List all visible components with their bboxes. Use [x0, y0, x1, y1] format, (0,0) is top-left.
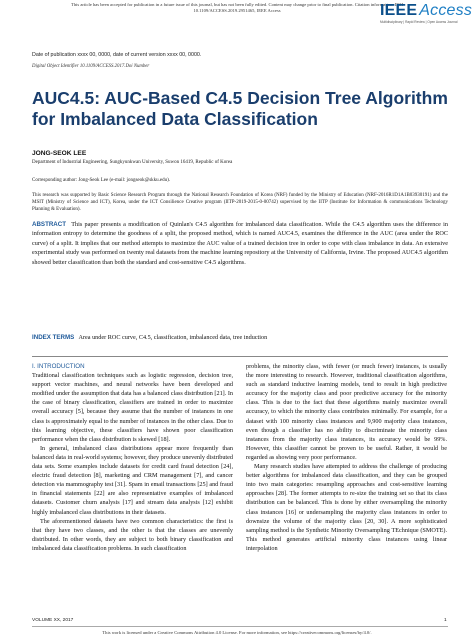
- index-terms-label: INDEX TERMS: [32, 334, 75, 341]
- funding-statement: This research was supported by Basic Science Research Program through the National Research Foundation of Korea (NRF) funded by the Ministry of Education (NRF-2016R1D1A1B03930191) and the MSIT (Ministry of Science and ICT), Korea, under the ICT Consilience Creative program (IITP-2019-2015-0-00742) supervised by the IITP (Institute for Information & communications Technology Planning & Evaluation).: [32, 193, 448, 213]
- footer-divider: [32, 626, 448, 627]
- body-paragraph: The aforementioned datasets have two common characteristics: the first is that they have two classes, and the other is that the classes are unevenly distributed. In other words, they are subject to both binary classification and imbalanced data classification problems. In such classification: [32, 517, 233, 552]
- body-column-right: [246, 362, 447, 553]
- abstract: [32, 220, 448, 267]
- publication-date: Date of publication xxxx 00, 0000, date of current version xxxx 00, 0000.: [32, 52, 202, 58]
- footer-license: This work is licensed under a Creative Commons Attribution 4.0 License. For more information, see https://creativecommons.org/licenses/by/4.0/.: [102, 630, 372, 635]
- index-terms: [32, 333, 448, 342]
- paper-title: AUC4.5: AUC-Based C4.5 Decision Tree Algorithm for Imbalanced Data Classification: [32, 88, 448, 129]
- author-affiliation: Department of Industrial Engineering, Sungkyunkwan University, Suwon 16419, Republic of Korea: [32, 160, 233, 165]
- prepublication-notice: [40, 2, 434, 14]
- logo-tagline: Multidisciplinary | Rapid Review | Open Access Journal: [380, 20, 458, 24]
- logo-access-text: Access: [419, 2, 473, 19]
- section-heading: I. INTRODUCTION: [32, 363, 85, 370]
- abstract-label: ABSTRACT: [32, 221, 67, 228]
- notice-line-1: This article has been accepted for publication in a future issue of this journal, but has not been fully edited. Content may change prior to final publication. Citation information: DOI: [71, 2, 403, 7]
- logo-wordmark: [380, 2, 473, 20]
- index-terms-text: Area under ROC curve, C4.5, classification, imbalanced data, tree induction: [78, 334, 268, 341]
- body-paragraph: problems, the minority class, with fewer (or much fewer) instances, is usually the more interesting to research. However, traditional classification algorithms, such as standard inductive learning models, tend to result in high predictive accuracy for the majority class and poor predictive accuracy for the minority class. This is due to the fact that these algorithms mainly maximize overall accuracy, to which the minority class contributes minimally. For example, for a dataset with 100 minority class instances and 9,900 majority class instances, even though a classifier has no ability to discriminate the minority class instances from the majority class instances, its accuracy would be 99%. However, this classifier cannot be proven to be useful. Rather, it would be regarded as showing very poor performance.: [246, 363, 447, 461]
- notice-line-2: 10.1109/ACCESS.2019.2951465, IEEE Access: [193, 8, 281, 13]
- logo-ieee-text: IEEE: [380, 2, 418, 19]
- footer-volume: VOLUME XX, 2017: [32, 618, 74, 623]
- body-paragraph: Many research studies have attempted to address the challenge of producing better algorithms for imbalanced data classification, and they can be grouped into two main categories: resampling approaches and cost-sensitive learning approaches [28]. The former attempts to re-size the training set so that its class distribution can be balanced. This is done by either oversampling the minority class instances [16] or undersampling the majority class instances in order to downsize the volume of the majority class [20, 30]. A more sophisticated sampling method is the Synthetic Minority Oversampling TEchnique (SMOTE). This method generates artificial minority class instances using linear interpolation: [246, 463, 447, 552]
- body-paragraph: In general, imbalanced class distributions appear more frequently than balanced data in real-world systems; however, they produce unevenly distributed data sets. Some examples include datasets for credit card fraud detection [24], electric fraud detection [8], marketing and CRM management [7], and cancer detection via mammography test [31]. Spam in email transactions [25] and fraud in financial statements [22] are also representative examples of imbalanced datasets. Customer churn analysis [17] and stream data analysis [12] exhibit highly imbalanced class distributions in their datasets.: [32, 444, 233, 516]
- footer-page-number: 1: [444, 618, 447, 623]
- abstract-text: This paper presents a modification of Quinlan's C4.5 algorithm for imbalanced data classification. While the C4.5 algorithm uses the difference in information entropy to determine the goodness of a split, the proposed method, which is named AUC4.5, examines the difference in the AUC (area under the ROC curve) of a split. It implies that our method attempts to maximize the AUC value of a trained decision tree in order to cope with class imbalance in data. An extensive experimental study was performed on twenty real datasets from the machine learning repository at the University of California, Irvine. The proposed AUC4.5 algorithm showed better classification than both the standard and cost-sensitive C4.5 algorithms.: [32, 221, 448, 266]
- body-column-left: [32, 362, 233, 553]
- doi-line: Digital Object Identifier 10.1109/ACCESS.2017.Doi Number: [32, 64, 150, 69]
- body-paragraph: Traditional classification techniques such as logistic regression, decision tree, support vector machines, and neural networks have been developed and modified under the assumption that data has a balanced class distribution [21]. In the case of binary classification, classifiers are trained in order to maximize overall accuracy [5], because they assume that the number of instances in one class is approximately equal to the number of instances in the other class. Due to this learning objective, these classifiers have shown poor classification performance when the class distribution is skewed [18].: [32, 372, 233, 443]
- ieee-access-logo: [380, 2, 473, 32]
- section-divider: [32, 356, 448, 357]
- author-name: JONG-SEOK LEE: [32, 150, 87, 157]
- corresponding-author: Corresponding author: Jong-Seok Lee (e-mail: jongseok@skku.edu).: [32, 178, 171, 183]
